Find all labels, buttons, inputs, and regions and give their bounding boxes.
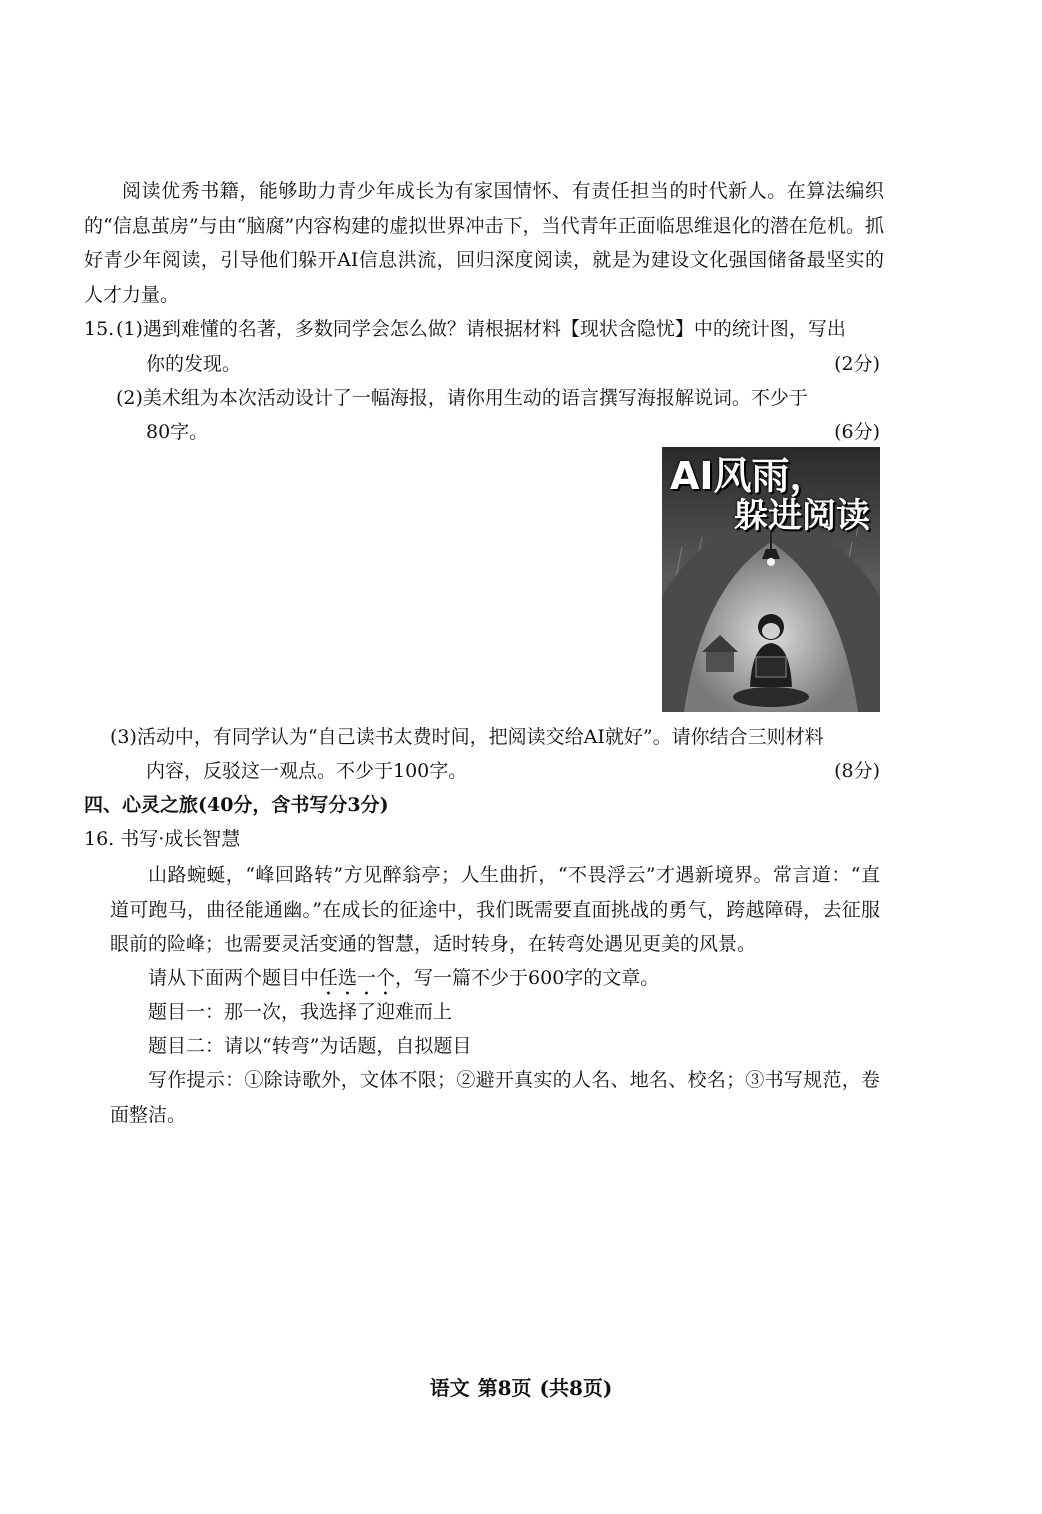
intro-paragraph: 阅读优秀书籍，能够助力青少年成长为有家国情怀、有责任担当的时代新人。在算法编织的“信息茧房”与由“脑腐”内容构建的虚拟世界冲击下，当代青年正面临思维退化的潜在危机。抓好青少年阅读，引导他们躲开AI信息洪流，回归深度阅读，就是为建设文化强国储备最坚实的人才力量。 xyxy=(84,180,884,306)
q15-number: 15. xyxy=(84,318,115,340)
poster-image xyxy=(662,447,880,712)
poster-title-line1: AI风雨， xyxy=(670,454,828,498)
q15-part2-score: (6分) xyxy=(834,421,880,443)
instruction-emphasis: 任选一个 xyxy=(319,967,396,989)
q15-part3-score: (8分) xyxy=(834,760,880,782)
poster-title xyxy=(670,455,874,535)
q16-tips: 写作提示：①除诗歌外，文体不限；②避开真实的人名、地名、校名；③书写规范，卷面整洁。 xyxy=(110,1069,880,1126)
section4-heading: 四、心灵之旅(40分，含书写分3分) xyxy=(84,794,389,816)
q15-part3-line1: (3)活动中，有同学认为“自己读书太费时间，把阅读交给AI就好”。请你结合三则材料 xyxy=(110,726,824,748)
q16-passage: 山路蜿蜒，“峰回路转”方见醉翁亭；人生曲折，“不畏浮云”才遇新境界。常言道：“直道可跑马，曲径能通幽。”在成长的征途中，我们既需要直面挑战的勇气，跨越障碍，去征服眼前的险峰；也需要灵活变通的智慧，适时转身，在转弯处遇见更美的风景。 xyxy=(110,864,880,955)
q16-title: 16. 书写·成长智慧 xyxy=(84,828,241,850)
q16-topic1: 题目一：那一次，我选择了迎难而上 xyxy=(148,1001,453,1023)
poster-title-line2: 躲进阅读 xyxy=(734,496,870,536)
footer-subject: 语文 xyxy=(429,1376,470,1400)
instruction-text-before: 请从下面两个题目中 xyxy=(148,967,320,989)
q15-part1-line2: 你的发现。 xyxy=(146,353,242,375)
q15-part2-line2: 80字。 xyxy=(146,421,209,443)
q15-part3-line2: 内容，反驳这一观点。不少于100字。 xyxy=(146,760,468,782)
q15-part1-score: (2分) xyxy=(834,353,880,375)
footer-page: 第8页 xyxy=(477,1376,532,1400)
q16-topic2: 题目二：请以“转弯”为话题，自拟题目 xyxy=(148,1035,472,1057)
q15-part1-line1: (1)遇到难懂的名著，多数同学会怎么做？请根据材料【现状含隐忧】中的统计图，写出 xyxy=(116,318,846,340)
instruction-text-after: ，写一篇不少于600字的文章。 xyxy=(395,967,660,989)
q15-part2-line1: (2)美术组为本次活动设计了一幅海报，请你用生动的语言撰写海报解说词。不少于 xyxy=(116,387,808,409)
page-footer xyxy=(0,1373,1042,1403)
footer-total: (共8页) xyxy=(539,1376,613,1400)
